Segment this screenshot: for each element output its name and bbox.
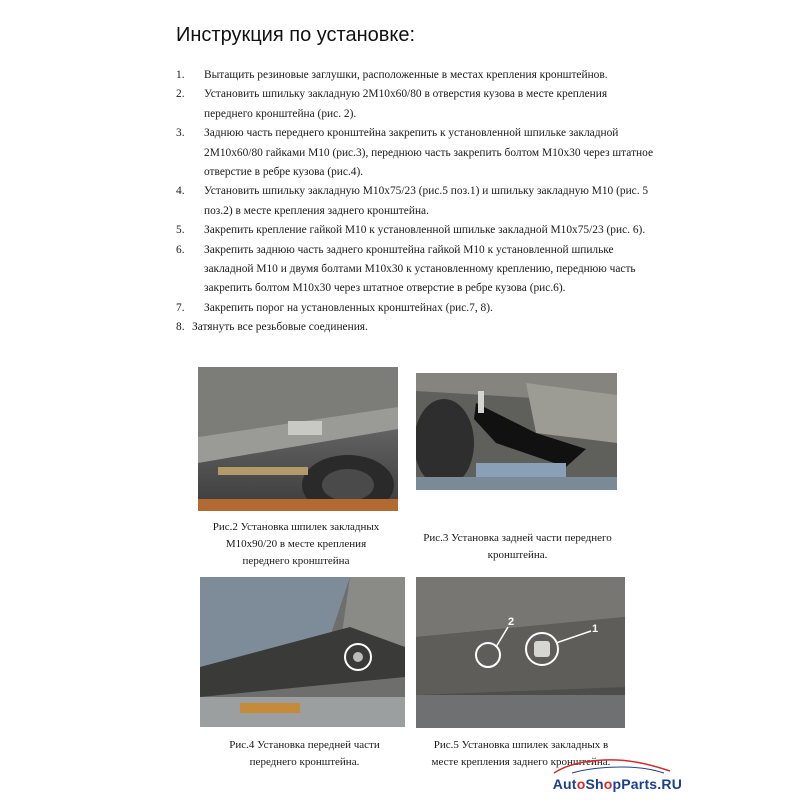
step-number: 8. xyxy=(176,321,185,334)
step-item xyxy=(176,66,656,85)
step-text: Установить шпильку закладную М10х75/23 (рис.5 поз.1) и шпильку закладную М10 (рис. 5 поз.2) в месте крепления заднего кронштейна. xyxy=(204,185,649,217)
step-text: Затянуть все резьбовые соединения. xyxy=(192,321,368,334)
step-text: Закрепить порог на установленных кронштейнах (рис.7, 8). xyxy=(204,301,493,314)
step-number: 6. xyxy=(176,243,185,256)
steps-list xyxy=(176,66,656,338)
front-bracket-photo-image xyxy=(200,577,405,727)
figure-4-caption: Рис.4 Установка передней части переднего кронштейна. xyxy=(229,739,380,768)
rear-studs-photo-image xyxy=(416,577,625,728)
step-number: 4. xyxy=(176,185,185,198)
step-item xyxy=(176,124,656,182)
step-text: Закрепить заднюю часть заднего кронштейна гайкой М10 к установленной шпильке закладной М10 и двумя болтами М10х30 к установленному креплению, переднюю часть закрепить болтом М10х30 через штатное отверстие в ребре кузова (рис.6). xyxy=(204,243,636,295)
page-title: Инструкция по установке: xyxy=(176,24,416,46)
watermark-text: AutoShopParts.RU xyxy=(552,776,682,792)
step-text: Закрепить крепление гайкой М10 к установленной шпильке закладной М10х75/23 (рис. 6). xyxy=(204,224,646,237)
step-number: 2. xyxy=(176,88,185,101)
step-text: Установить шпильку закладную 2М10х60/80 в отверстия кузова в месте крепления переднего кронштейна (рис. 2). xyxy=(204,88,608,120)
car-silhouette-icon xyxy=(552,755,672,777)
step-item xyxy=(176,221,656,240)
step-text: Вытащить резиновые заглушки, расположенные в местах крепления кронштейнов. xyxy=(204,69,608,81)
step-number: 3. xyxy=(176,127,185,140)
step-number: 1. xyxy=(176,69,185,81)
figure-4-photo xyxy=(200,577,405,727)
step-text: Заднюю часть переднего кронштейна закрепить к установленной шпильке закладной 2М10х60/80 гайками М10 (рис.3), переднюю часть закрепить болтом М10х30 через штатное отверстие в ребре кузова (рис.4). xyxy=(204,127,654,179)
figure-3-photo xyxy=(416,373,617,490)
figure-3-caption: Рис.3 Установка задней части переднего кронштейна. xyxy=(423,532,612,561)
step-number: 7. xyxy=(176,301,185,314)
underbody-photo-image xyxy=(198,367,398,511)
bracket-photo-image xyxy=(416,373,617,490)
marker-label-1: 1 xyxy=(592,623,599,635)
figure-5-caption: Рис.5 Установка шпилек закладных в месте крепления заднего кронштейна. xyxy=(431,739,611,768)
figure-5-photo xyxy=(416,577,625,728)
step-item xyxy=(176,85,656,124)
figure-2-caption: Рис.2 Установка шпилек закладных М10х90/20 в месте крепления переднего кронштейна xyxy=(212,521,380,567)
marker-label-2: 2 xyxy=(508,616,515,628)
step-item xyxy=(176,241,656,299)
figure-2-photo xyxy=(198,367,398,511)
step-number: 5. xyxy=(176,224,185,237)
step-item xyxy=(176,318,656,337)
autoshopparts-watermark xyxy=(512,756,682,792)
step-item xyxy=(176,299,656,318)
step-item xyxy=(176,182,656,221)
